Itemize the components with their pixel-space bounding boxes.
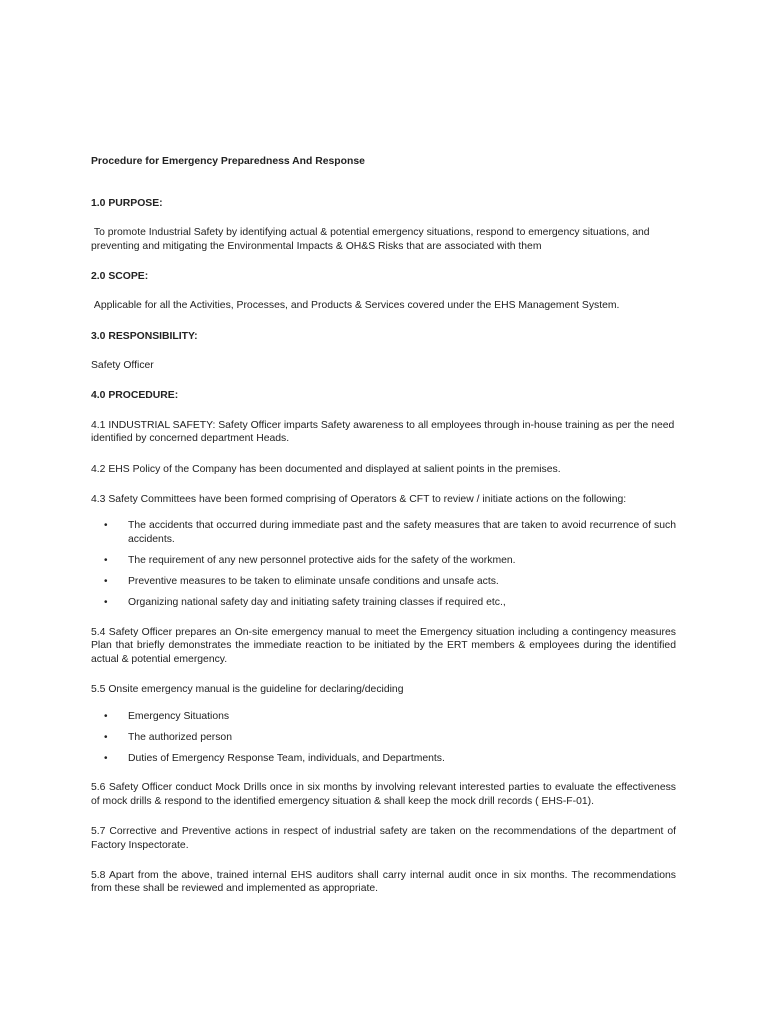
- scope-heading: 2.0 SCOPE:: [91, 270, 149, 282]
- list-item-text: Preventive measures to be taken to eliminate unsafe conditions and unsafe acts.: [128, 576, 499, 587]
- list-item: [91, 752, 676, 766]
- bullet-icon: •: [104, 710, 108, 722]
- bullet-icon: •: [104, 576, 108, 587]
- paragraph-5-5: 5.5 Onsite emergency manual is the guideline for declaring/deciding: [91, 683, 404, 695]
- bullet-icon: •: [104, 731, 108, 743]
- scope-text: Applicable for all the Activities, Processes, and Products & Services covered under the EHS Management System.: [91, 300, 620, 312]
- paragraph-4-1: 4.1 INDUSTRIAL SAFETY: Safety Officer imparts Safety awareness to all employees through in-house training as per the need identified by concerned department Heads.: [91, 419, 675, 445]
- purpose-heading: 1.0 PURPOSE:: [91, 197, 163, 209]
- list-item-text: Organizing national safety day and initiating safety training classes if required etc.,: [128, 597, 506, 609]
- list-item: [91, 710, 676, 724]
- emergency-manual-list: [91, 710, 676, 766]
- document-page: [91, 155, 676, 912]
- list-item-text: The requirement of any new personnel protective aids for the safety of the workmen.: [128, 554, 516, 566]
- purpose-text: To promote Industrial Safety by identifying actual & potential emergency situations, respond to emergency situations, and preventing and mitigating the Environmental Impacts & OH&S Risks that are associated with them: [91, 227, 653, 252]
- document-title: Procedure for Emergency Preparedness And Response: [91, 156, 365, 167]
- paragraph-5-7: 5.7 Corrective and Preventive actions in respect of industrial safety are taken on the recommendations of the department of Factory Inspectorate.: [91, 826, 676, 851]
- list-item: [91, 575, 676, 589]
- paragraph-5-4: 5.4 Safety Officer prepares an On-site emergency manual to meet the Emergency situation including a contingency measures Plan that briefly demonstrates the immediate reaction to be initiated by the ERT members & employees during the identified actual & potential emergency.: [91, 626, 676, 665]
- list-item: [91, 554, 676, 568]
- list-item: [91, 731, 676, 745]
- list-item: [91, 596, 676, 610]
- list-item-text: The accidents that occurred during immediate past and the safety measures that are taken to avoid recurrence of such accidents.: [128, 520, 676, 545]
- responsibility-text: Safety Officer: [91, 360, 154, 372]
- paragraph-5-6: 5.6 Safety Officer conduct Mock Drills once in six months by involving relevant interested parties to evaluate the effectiveness of mock drills & respond to the identified emergency situation & shall keep the mock drill records ( EHS-F-01).: [91, 782, 676, 807]
- list-item-text: The authorized person: [128, 731, 232, 743]
- safety-committee-list: [91, 519, 676, 609]
- procedure-heading: 4.0 PROCEDURE:: [91, 390, 179, 402]
- paragraph-5-8: 5.8 Apart from the above, trained internal EHS auditors shall carry internal audit once in six months. The recommendations from these shall be reviewed and implemented as appropriate.: [91, 869, 676, 895]
- bullet-icon: •: [104, 752, 108, 764]
- paragraph-4-3: 4.3 Safety Committees have been formed comprising of Operators & CFT to review / initiate actions on the following:: [91, 493, 627, 505]
- list-item: [91, 519, 676, 546]
- list-item-text: Emergency Situations: [128, 710, 230, 722]
- list-item-text: Duties of Emergency Response Team, individuals, and Departments.: [128, 752, 445, 764]
- bullet-icon: •: [104, 554, 108, 566]
- responsibility-heading: 3.0 RESPONSIBILITY:: [91, 330, 198, 342]
- bullet-icon: •: [104, 520, 108, 532]
- paragraph-4-2: 4.2 EHS Policy of the Company has been documented and displayed at salient points in the premises.: [91, 463, 561, 475]
- bullet-icon: •: [104, 597, 108, 609]
